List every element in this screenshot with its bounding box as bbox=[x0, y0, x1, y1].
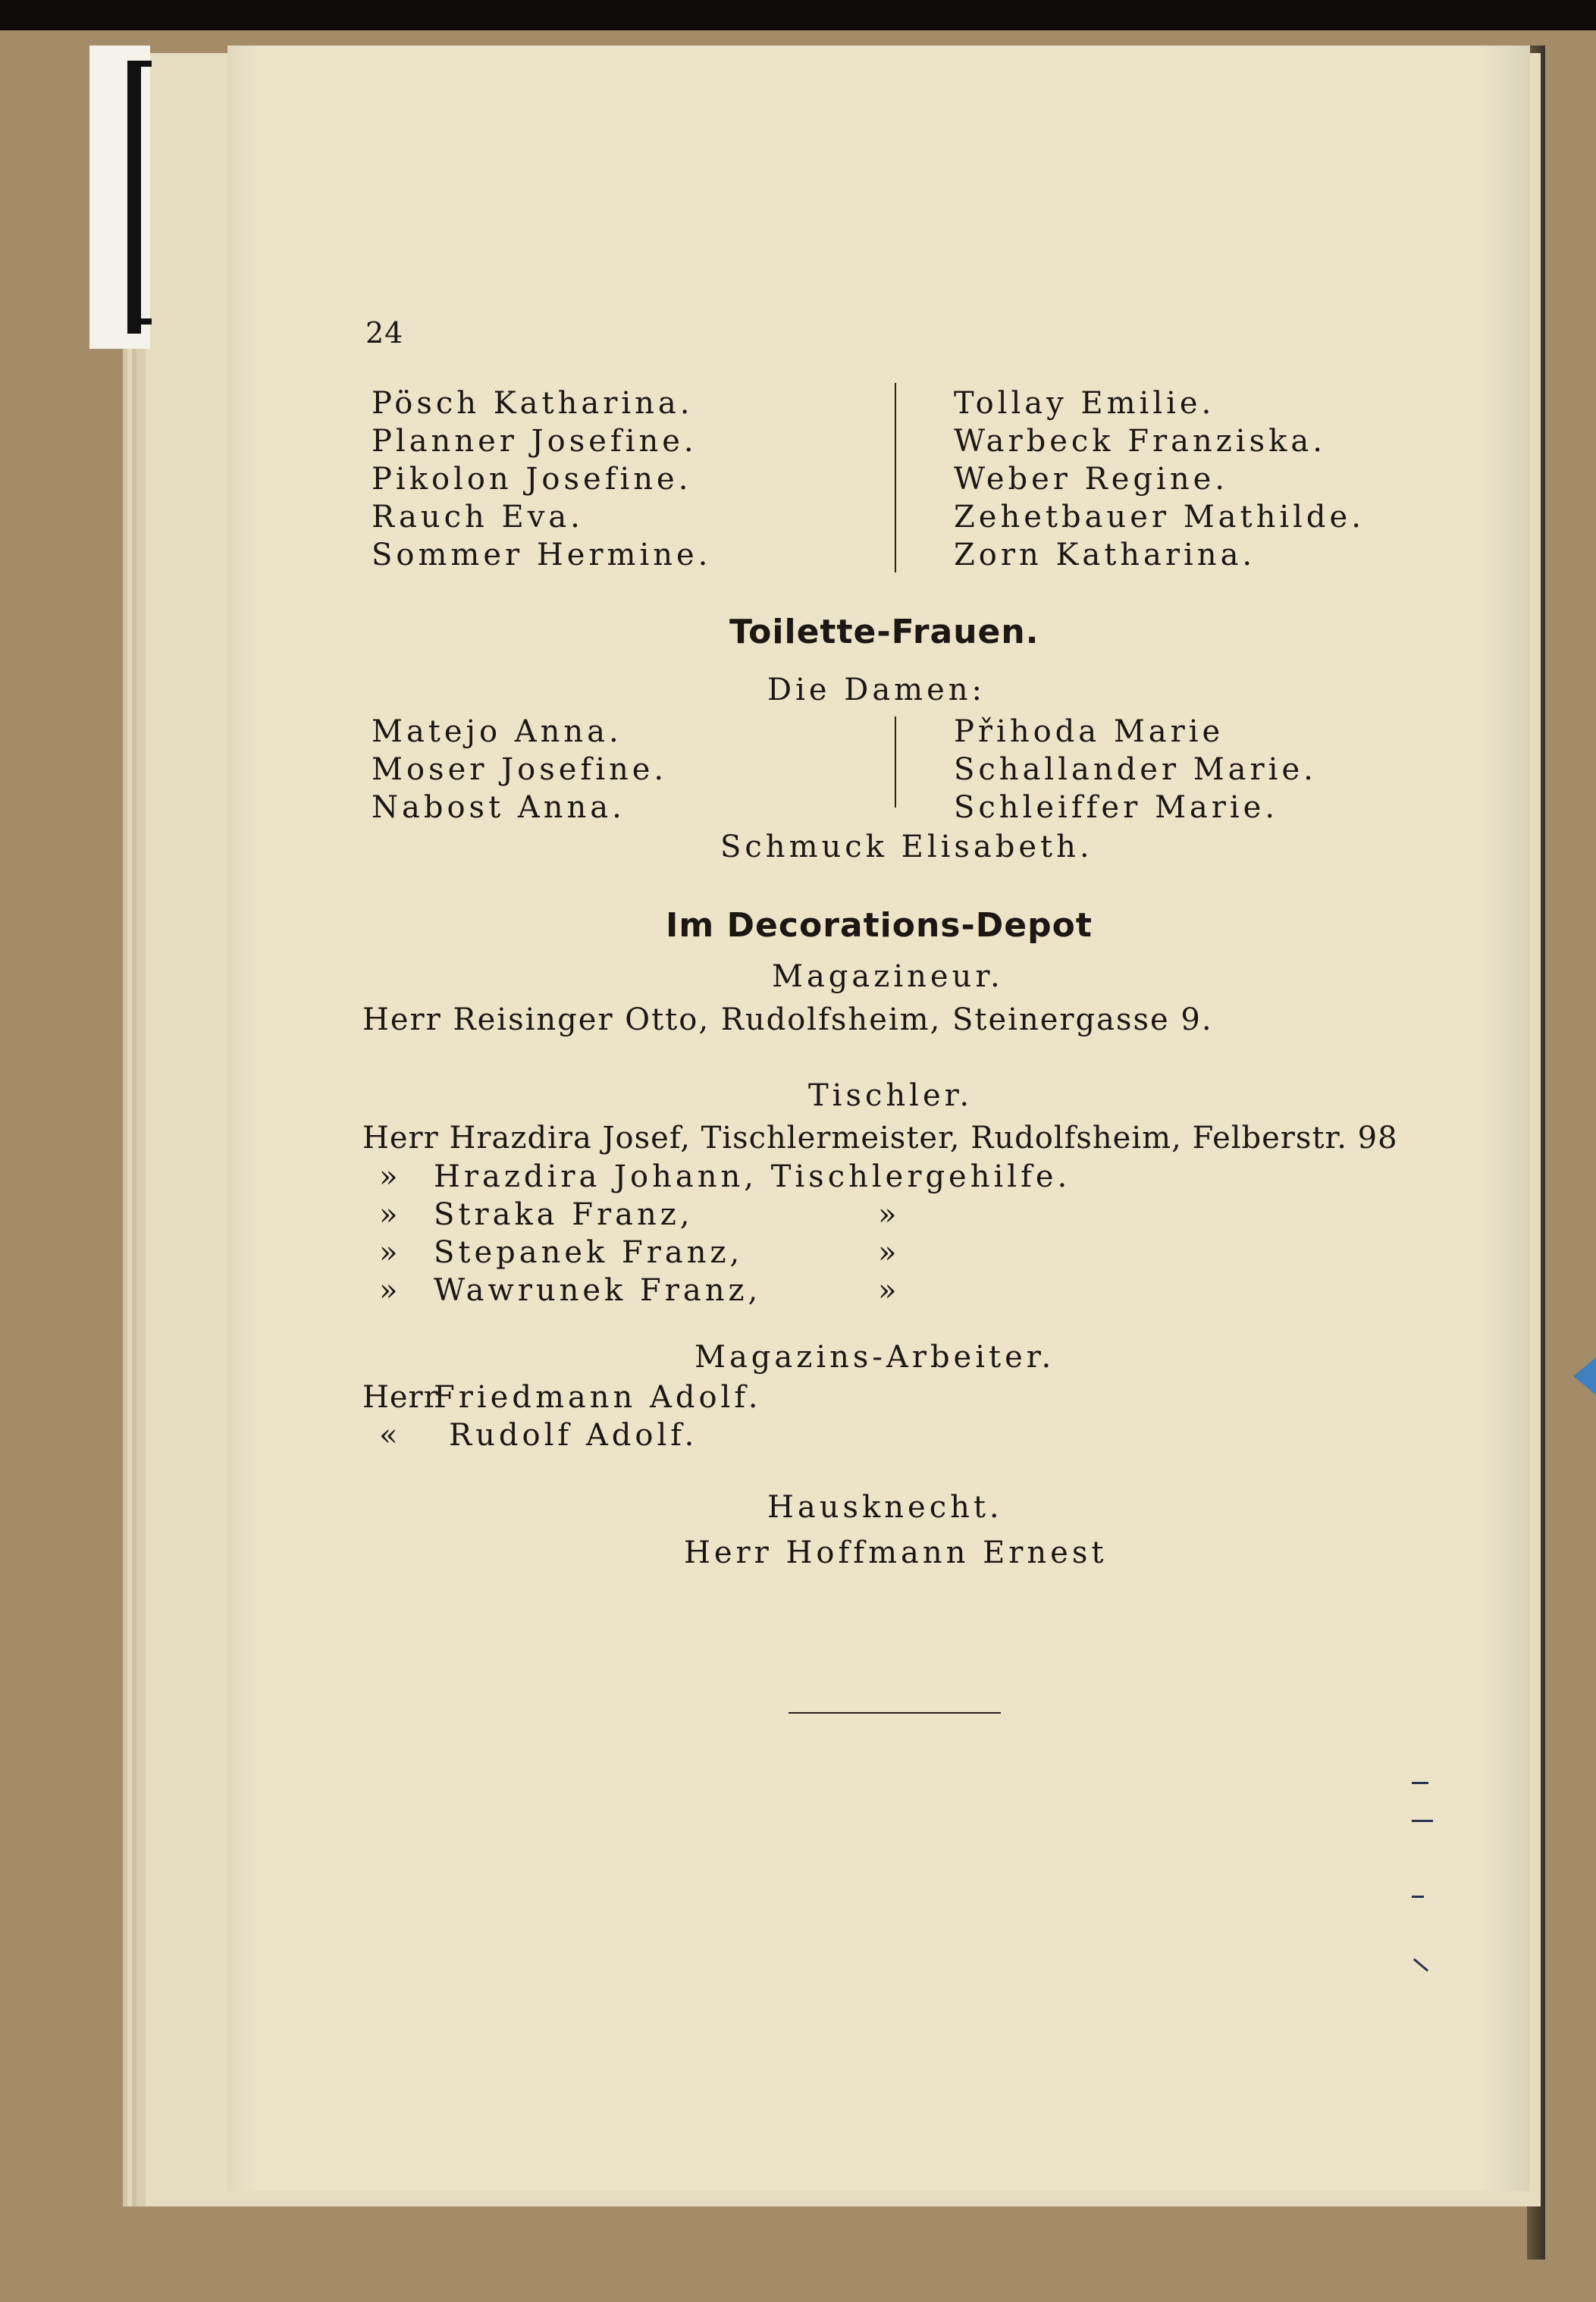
tischler-row-1: Hrazdira Johann, Tischlergehilfe. bbox=[434, 1159, 1071, 1194]
column-divider bbox=[895, 383, 896, 572]
page-number: 24 bbox=[365, 316, 404, 350]
subheading-damen: Die Damen: bbox=[767, 673, 986, 707]
toilette-left-2: Moser Josefine. bbox=[372, 752, 668, 787]
arbeiter-prefix-1: Herr bbox=[362, 1380, 439, 1415]
subheading-tischler: Tischler. bbox=[808, 1078, 974, 1113]
tischler-row-2: Straka Franz, bbox=[434, 1197, 694, 1232]
name-right-3: Weber Regine. bbox=[954, 462, 1228, 497]
column-divider-2 bbox=[895, 717, 896, 808]
name-right-1: Tollay Emilie. bbox=[954, 386, 1215, 421]
arbeiter-prefix-2: « bbox=[379, 1418, 399, 1453]
subheading-arbeiter: Magazins-Arbeiter. bbox=[695, 1340, 1055, 1375]
section-heading-depot: Im Decorations-Depot bbox=[666, 906, 1093, 945]
toilette-left-1: Matejo Anna. bbox=[372, 714, 622, 749]
toilette-left-3: Nabost Anna. bbox=[372, 790, 626, 825]
name-left-4: Rauch Eva. bbox=[372, 500, 584, 535]
toilette-right-3: Schleiffer Marie. bbox=[954, 790, 1279, 825]
ditto-mark: » bbox=[379, 1159, 399, 1194]
ditto-mark: » bbox=[379, 1273, 399, 1308]
tischler-main: Herr Hrazdira Josef, Tischlermeister, Rudolfsheim, Felberstr. 98 bbox=[362, 1121, 1398, 1156]
name-left-1: Pösch Katharina. bbox=[372, 386, 694, 421]
ditto-mark: » bbox=[878, 1197, 898, 1232]
name-right-2: Warbeck Franziska. bbox=[954, 424, 1326, 459]
margin-mark bbox=[1412, 1820, 1433, 1822]
section-heading-toilette: Toilette-Frauen. bbox=[729, 613, 1039, 651]
hausknecht-entry: Herr Hoffmann Ernest bbox=[684, 1535, 1108, 1570]
name-right-4: Zehetbauer Mathilde. bbox=[954, 500, 1365, 535]
margin-mark bbox=[1412, 1896, 1424, 1898]
ditto-mark: » bbox=[379, 1235, 399, 1270]
tischler-row-4: Wawrunek Franz, bbox=[434, 1273, 762, 1308]
name-left-2: Planner Josefine. bbox=[372, 424, 698, 459]
ditto-mark: » bbox=[878, 1273, 898, 1308]
ditto-mark: » bbox=[878, 1235, 898, 1270]
end-rule bbox=[789, 1712, 1001, 1714]
toilette-right-1: Přihoda Marie bbox=[954, 714, 1224, 749]
arbeiter-row-2: Rudolf Adolf. bbox=[449, 1418, 698, 1453]
toilette-right-2: Schallander Marie. bbox=[954, 752, 1317, 787]
subheading-hausknecht: Hausknecht. bbox=[767, 1490, 1003, 1525]
subheading-magazineur: Magazineur. bbox=[772, 959, 1004, 994]
name-right-5: Zorn Katharina. bbox=[954, 538, 1256, 572]
margin-mark bbox=[1412, 1782, 1428, 1784]
tischler-row-3: Stepanek Franz, bbox=[434, 1235, 744, 1270]
name-left-3: Pikolon Josefine. bbox=[372, 462, 692, 497]
ditto-mark: » bbox=[379, 1197, 399, 1232]
arbeiter-row-1: Friedmann Adolf. bbox=[434, 1380, 762, 1415]
toilette-last: Schmuck Elisabeth. bbox=[720, 830, 1093, 864]
magazineur-entry: Herr Reisinger Otto, Rudolfsheim, Steinergasse 9. bbox=[362, 1002, 1213, 1037]
name-left-5: Sommer Hermine. bbox=[372, 538, 712, 572]
